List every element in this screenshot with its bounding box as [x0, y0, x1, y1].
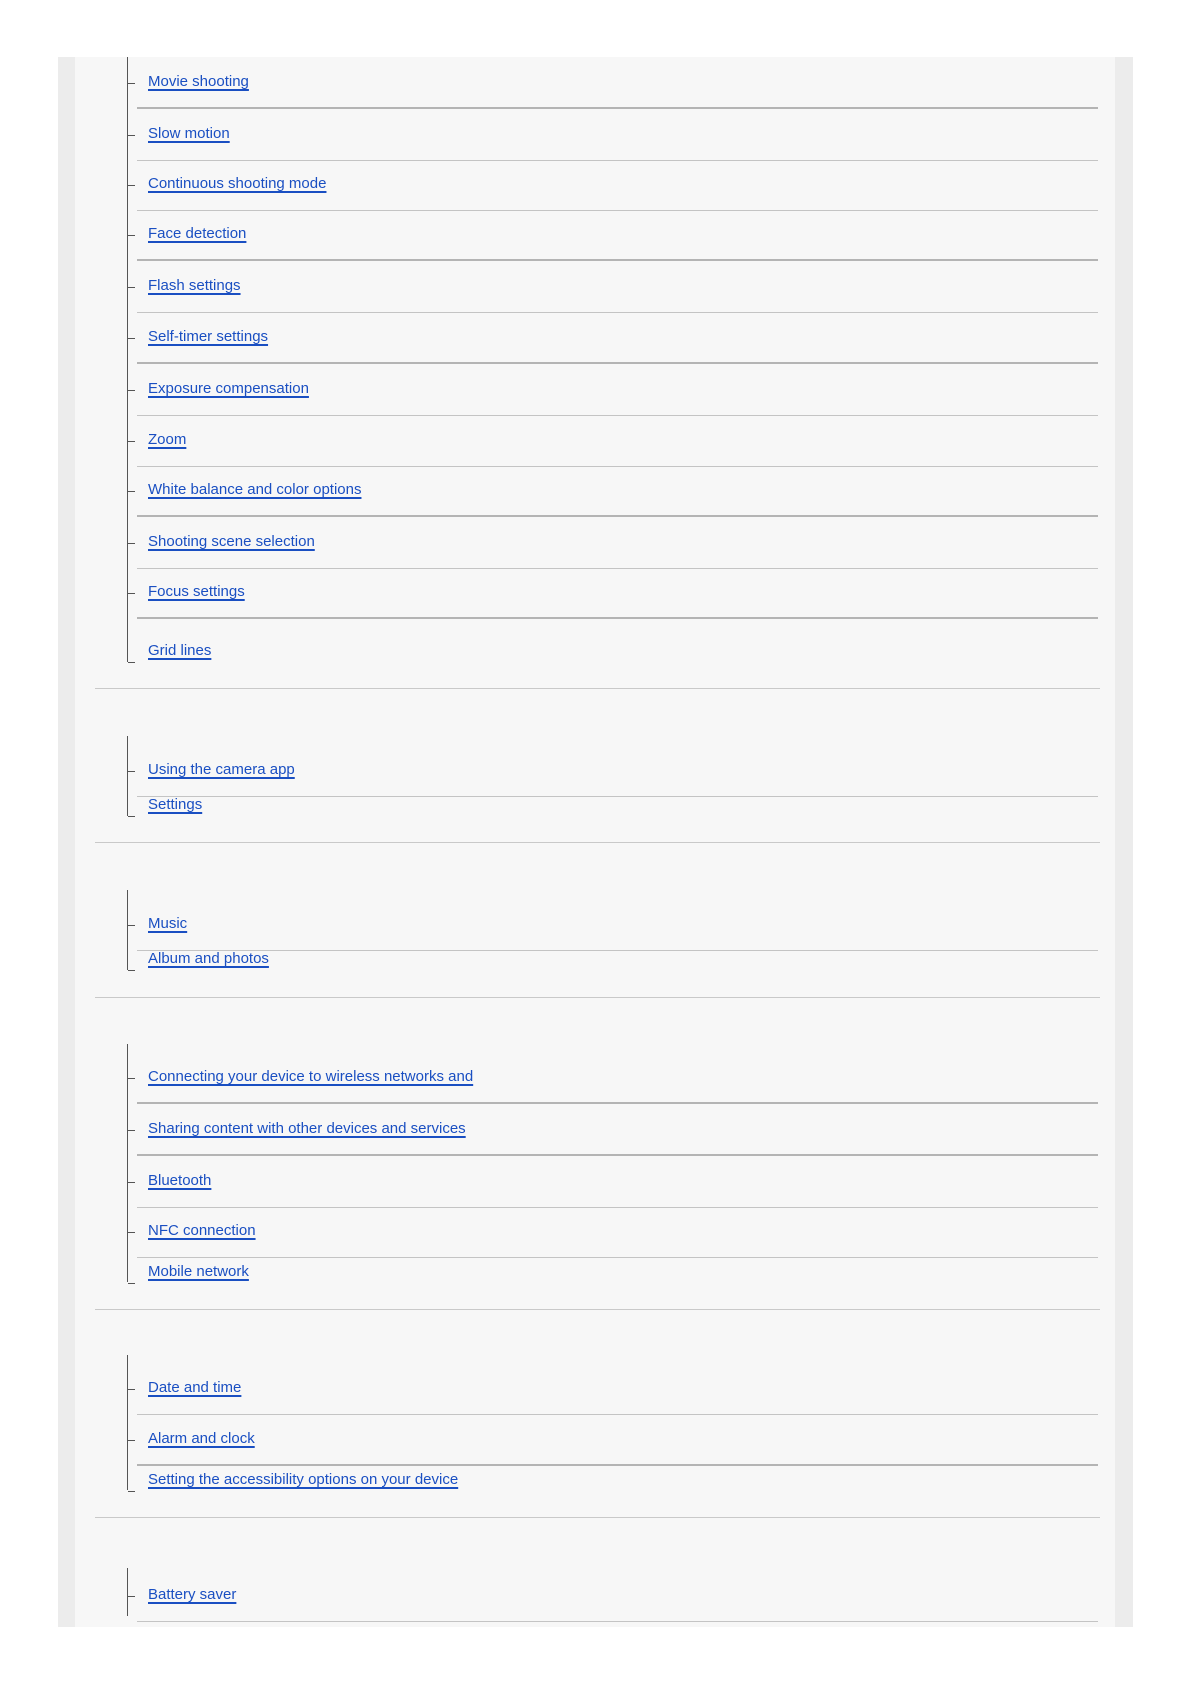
nav-link[interactable]: Face detection	[148, 225, 247, 242]
nav-link[interactable]: Setting the accessibility options on your device	[148, 1471, 459, 1488]
list-item[interactable]	[128, 1363, 1098, 1415]
list-item[interactable]	[128, 1104, 1098, 1156]
list-item[interactable]	[128, 1414, 1098, 1466]
nav-link[interactable]: Music	[148, 915, 188, 932]
nav-link[interactable]: Slow motion	[148, 125, 230, 142]
list-item[interactable]	[128, 209, 1098, 261]
nav-link[interactable]: Flash settings	[148, 277, 241, 294]
nav-link[interactable]: Date and time	[148, 1379, 242, 1396]
list-item[interactable]	[128, 57, 1098, 109]
nav-link[interactable]: Grid lines	[148, 642, 212, 659]
nav-link[interactable]: Bluetooth	[148, 1172, 212, 1189]
nav-link[interactable]: Album and photos	[148, 950, 269, 967]
nav-group-media	[75, 843, 1115, 998]
nav-link[interactable]: Sharing content with other devices and services	[148, 1120, 466, 1137]
list-item[interactable]	[128, 159, 1098, 211]
list-item[interactable]	[128, 1257, 1098, 1309]
list-item[interactable]	[128, 109, 1098, 161]
list-item[interactable]	[128, 364, 1098, 416]
list-item[interactable]	[128, 567, 1098, 619]
nav-link[interactable]: Using the camera app	[148, 761, 295, 778]
list-item[interactable]	[128, 636, 1098, 688]
nav-group-camera	[75, 57, 1115, 689]
nav-link[interactable]: Alarm and clock	[148, 1430, 255, 1447]
nav-link[interactable]: Self-timer settings	[148, 328, 269, 345]
nav-link[interactable]: Connecting your device to wireless networks and	[148, 1068, 474, 1085]
nav-link[interactable]: Focus settings	[148, 583, 245, 600]
nav-link[interactable]: White balance and color options	[148, 481, 362, 498]
list-item[interactable]	[128, 465, 1098, 517]
list-item[interactable]	[128, 415, 1098, 467]
list-item[interactable]	[128, 1052, 1098, 1104]
nav-link[interactable]: Battery saver	[148, 1586, 237, 1603]
list-item[interactable]	[128, 790, 1098, 842]
navigation-panel	[75, 57, 1115, 1627]
nav-link[interactable]: Continuous shooting mode	[148, 175, 327, 192]
list-item[interactable]	[128, 261, 1098, 313]
nav-link[interactable]: Shooting scene selection	[148, 533, 315, 550]
nav-group-settings	[75, 1310, 1115, 1518]
document-frame	[58, 57, 1133, 1627]
nav-link[interactable]: Mobile network	[148, 1263, 249, 1280]
list-item[interactable]	[128, 944, 1098, 996]
list-item[interactable]	[128, 1206, 1098, 1258]
list-item[interactable]	[128, 1465, 1098, 1517]
nav-group-battery	[75, 1518, 1115, 1627]
nav-link[interactable]: Zoom	[148, 431, 187, 448]
nav-link[interactable]: NFC connection	[148, 1222, 256, 1239]
nav-link[interactable]: Movie shooting	[148, 73, 249, 90]
nav-group-connectivity	[75, 998, 1115, 1310]
list-item[interactable]	[128, 517, 1098, 569]
nav-link[interactable]: Settings	[148, 796, 203, 813]
list-item[interactable]	[128, 1156, 1098, 1208]
nav-group-video	[75, 689, 1115, 843]
nav-link[interactable]: Exposure compensation	[148, 380, 309, 397]
list-item[interactable]	[128, 312, 1098, 364]
list-item[interactable]	[128, 1570, 1098, 1622]
